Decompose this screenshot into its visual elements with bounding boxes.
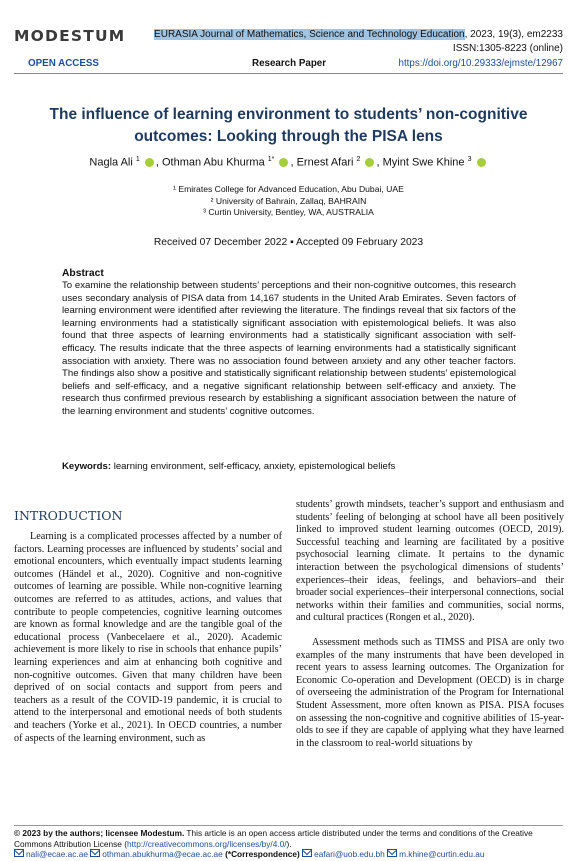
mail-icon [90, 849, 100, 857]
journal-issue: , 2023, 19(3), em2233 [464, 29, 563, 40]
footer [14, 828, 566, 860]
email-link[interactable]: eafari@uob.edu.bh [314, 849, 385, 860]
paper-title: The influence of learning environment to students’ non-cognitive outcomes: Looking through the PISA lens [49, 106, 528, 145]
correspondence-note: (*Correspondence) [222, 849, 300, 860]
author-affil-mark: 2 [356, 156, 361, 163]
open-access-label: OPEN ACCESS [28, 58, 99, 69]
right-column [296, 499, 564, 750]
paragraph: Learning is a complicated processes affected by a number of factors. Learning processes are influenced by students’ social and emotional encounters, which eventually impact students learning outcomes (Händel et al., 2020). Cognitive and non-cognitive outcomes of learning are possible. While non-cognitive learning outcomes are referred to as attitudes, actions, and values that contribute to people competencies, cognitive learning outcomes are known as formal knowledge and are the tangible goal of the educational process (Vanbecelaere et al., 2020). Academic achievement is more likely to rise in schools that enhance pupils’ learning experiences and aim at enhancing both cognitive and non-cognitive outcomes. Given that many children have been deprived of on social contacts and support from peers and teachers as a result of the COVID-19 pandemic, it is crucial to attend to the interpersonal and emotional needs of both students and teachers (Yorke et al., 2021). In OECD countries, a number of aspects of the learning environment, such as [14, 531, 282, 744]
author-name: Nagla Ali [89, 156, 133, 169]
mail-icon [387, 849, 397, 857]
email-link[interactable]: othman.abukhurma@ecae.ac.ae [102, 849, 223, 860]
publisher-logo: MODESTUM [14, 27, 126, 45]
copyright-close: ). [286, 838, 292, 849]
doi-link[interactable]: https://doi.org/10.29333/ejmste/12967 [398, 58, 563, 69]
abstract-heading: Abstract [62, 268, 104, 279]
author-list: Nagla Ali $^1$ , Othman Abu Khurma $^{1*}$ , Ernest Afari $^2$ , Myint Swe Khine $^3$ [0, 156, 577, 169]
author-affil-mark: 1 [135, 156, 140, 163]
affiliation: ² University of Bahrain, Zallaq, BAHRAIN [210, 195, 367, 206]
email-list [14, 849, 566, 860]
copyright-notice [14, 828, 566, 849]
license-link[interactable]: http://creativecommons.org/licenses/by/4.0/ [126, 838, 287, 849]
mail-icon [14, 849, 24, 857]
affiliations [0, 184, 577, 219]
email-link[interactable]: m.khine@curtin.edu.au [399, 849, 485, 860]
copyright-text: This article is an open access article distributed under the terms and conditions of the Creative Commons Attribution License ( [14, 828, 533, 849]
orcid-icon[interactable] [145, 158, 154, 167]
keywords [62, 461, 516, 472]
mail-icon [302, 849, 312, 857]
keywords-list: learning environment, self-efficacy, anxiety, epistemological beliefs [113, 461, 396, 472]
affiliation: ³ Curtin University, Bentley, WA, AUSTRALIA [203, 207, 374, 217]
paragraph: Assessment methods such as TIMSS and PISA are only two examples of the many instruments that have been developed in recent years to assess learning outcomes. The Organization for Economic Co-operation and Development (OECD) is in charge of overseeing the administration of the Program for International Student Assessment, more often known as PISA. PISA focuses on assessing the non-cognitive and cognitive abilities of 15-year-olds to see if they are capable of applying what they have learned in the classroom to real-world situations by [296, 636, 564, 749]
header-rule [14, 73, 563, 74]
author-name: Othman Abu Khurma [161, 156, 265, 169]
author-affil-mark: 3 [467, 156, 472, 163]
abstract-body: To examine the relationship between students’ perceptions and their non-cognitive outcomes, this research uses secondary analysis of PISA data from 14,167 students in the United Arab Emirates. Seven factors of learning environment were identified after reviewing the literature. The findings reveal that six factors of the learning environments had a statistically significant association with epistemological beliefs. It was also found that three aspects of learning environments had a statistically significant association with self-efficacy. The results indicate that the three aspects of learning environments had a statistically significant association with anxiety. There was no association found between anxiety and any other teacher factors. The findings also show a positive and statistically significant relationship between students’ epistemological beliefs and self-efficacy, and a negative significant relationship between self-efficacy and anxiety. The research thus confirmed previous research by establishing a significant association between the nature of the learning environment and students’ cognitive outcomes. [62, 280, 516, 417]
article-type: Research Paper [252, 58, 327, 69]
journal-issn: ISSN:1305-8223 (online) [452, 42, 563, 54]
orcid-icon[interactable] [279, 158, 288, 167]
paragraph: students’ growth mindsets, teacher’s support and enthusiasm and students’ feeling of belonging at school have all been positively linked to improved student learning outcomes (OECD, 2019). Successful teaching and learning are facilitated by a positive psychosocial learning climate. It pertains to the dynamic interaction between the psychological dimensions of students’ experiences–their ideas, feelings, and behaviors–and their broader social experiences–their interpersonal connections, social networks within their families and communities, social norms, and cultural practices (Rongen et al., 2020). [296, 499, 564, 624]
journal-title: EURASIA Journal of Mathematics, Science and Technology Education [154, 29, 465, 40]
orcid-icon[interactable] [477, 158, 486, 167]
received-dates: Received 07 December 2022 ▪ Accepted 09 February 2023 [153, 237, 424, 248]
author-name: Myint Swe Khine [382, 156, 465, 169]
affiliation: ¹ Emirates College for Advanced Education, Abu Dubai, UAE [173, 184, 404, 194]
author-affil-mark: 1* [267, 156, 275, 163]
footer-rule [14, 825, 563, 826]
orcid-icon[interactable] [365, 158, 374, 167]
keywords-label: Keywords: [62, 461, 112, 472]
copyright-bold: © 2023 by the authors; licensee Modestum. [14, 828, 185, 838]
section-heading-introduction: INTRODUCTION [14, 508, 123, 523]
left-column [14, 531, 282, 745]
email-link[interactable]: nali@ecae.ac.ae [26, 849, 88, 860]
journal-info [154, 28, 563, 55]
author-name: Ernest Afari [296, 156, 354, 169]
